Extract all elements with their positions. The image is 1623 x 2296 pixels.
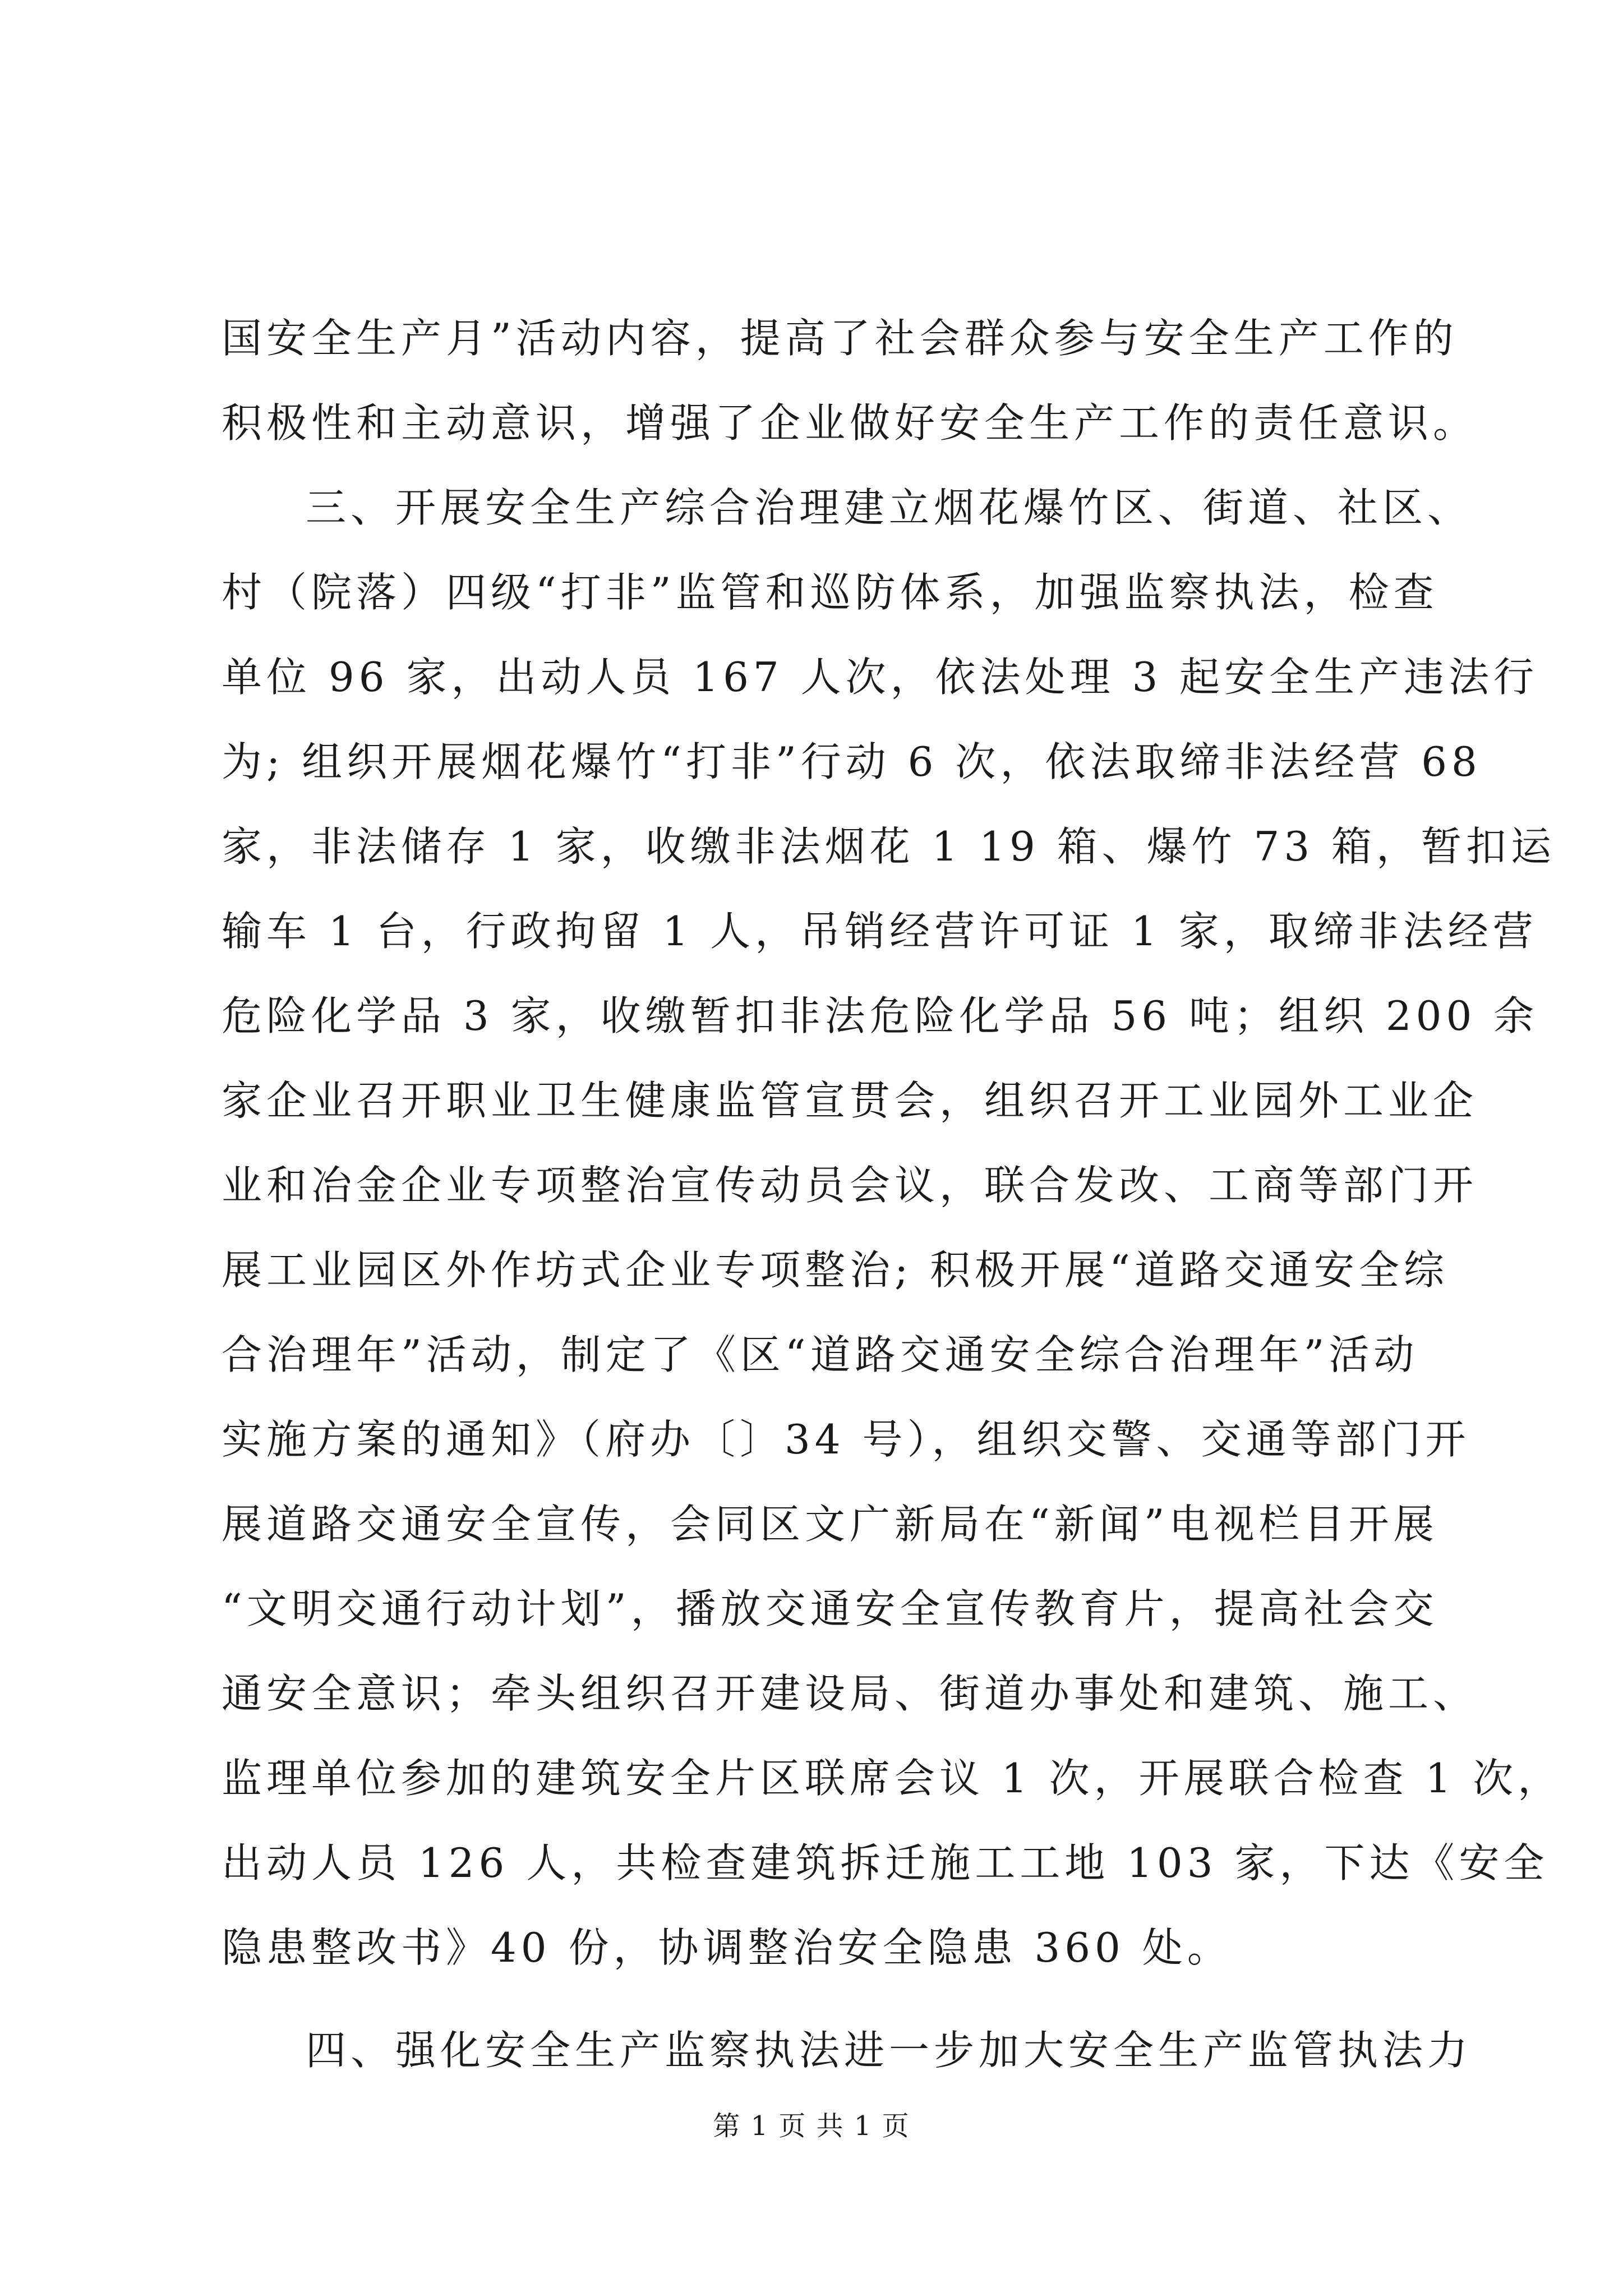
text-line: 三、开展安全生产综合治理建立烟花爆竹区、街道、社区、 xyxy=(306,484,1473,531)
document-body xyxy=(222,296,1563,2093)
page-footer xyxy=(0,2109,1623,2143)
text-line: 输车 1 台，行政拘留 1 人，吊销经营许可证 1 家，取缔非法经营 xyxy=(222,908,1538,955)
text-line: 合治理年”活动，制定了《区“道路交通安全综合治理年”活动 xyxy=(222,1331,1419,1378)
text-line: 家企业召开职业卫生健康监管宣贯会，组织召开工业园外工业企 xyxy=(222,1077,1478,1124)
text-line: 家，非法储存 1 家，收缴非法烟花 1 19 箱、爆竹 73 箱，暂扣运 xyxy=(222,823,1556,870)
text-line: 展工业园区外作坊式企业专项整治; 积极开展“道路交通安全综 xyxy=(222,1246,1449,1294)
text-line: 村（院落）四级“打非”监管和巡防体系，加强监察执法，检查 xyxy=(222,569,1438,616)
text-line: 实施方案的通知》（府办〔〕34 号），组织交警、交通等部门开 xyxy=(222,1416,1470,1463)
text-line: 监理单位参加的建筑安全片区联席会议 1 次，开展联合检查 1 次， xyxy=(222,1755,1563,1802)
text-line: 危险化学品 3 家，收缴暂扣非法危险化学品 56 吨；组织 200 余 xyxy=(222,992,1539,1039)
text-line: 业和冶金企业专项整治宣传动员会议，联合发改、工商等部门开 xyxy=(222,1162,1478,1209)
text-line: 隐患整改书》40 份，协调整治安全隐患 360 处。 xyxy=(222,1924,1232,1971)
text-line: 单位 96 家，出动人员 167 人次，依法处理 3 起安全生产违法行 xyxy=(222,654,1539,701)
paragraph-2 xyxy=(222,466,1563,1990)
text-line: 出动人员 126 人，共检查建筑拆迁施工工地 103 家，下达《安全 xyxy=(222,1839,1549,1887)
page-number-label: 第 1 页 共 1 页 xyxy=(713,2110,910,2142)
text-line: 展道路交通安全宣传，会同区文广新局在“新闻”电视栏目开展 xyxy=(222,1501,1438,1548)
text-line: 国安全生产月”活动内容，提高了社会群众参与安全生产工作的 xyxy=(222,315,1458,362)
paragraph-1 xyxy=(222,296,1478,466)
text-line: 通安全意识；牵头组织召开建设局、街道办事处和建筑、施工、 xyxy=(222,1670,1478,1717)
paragraph-3 xyxy=(222,2008,1473,2093)
text-line: 四、强化安全生产监察执法进一步加大安全生产监管执法力 xyxy=(306,2027,1473,2074)
text-line: “文明交通行动计划”，播放交通安全宣传教育片，提高社会交 xyxy=(222,1585,1438,1632)
text-line: 积极性和主动意识，增强了企业做好安全生产工作的责任意识。 xyxy=(222,399,1478,447)
text-line: 为; 组织开展烟花爆竹“打非”行动 6 次，依法取缔非法经营 68 xyxy=(222,738,1482,785)
